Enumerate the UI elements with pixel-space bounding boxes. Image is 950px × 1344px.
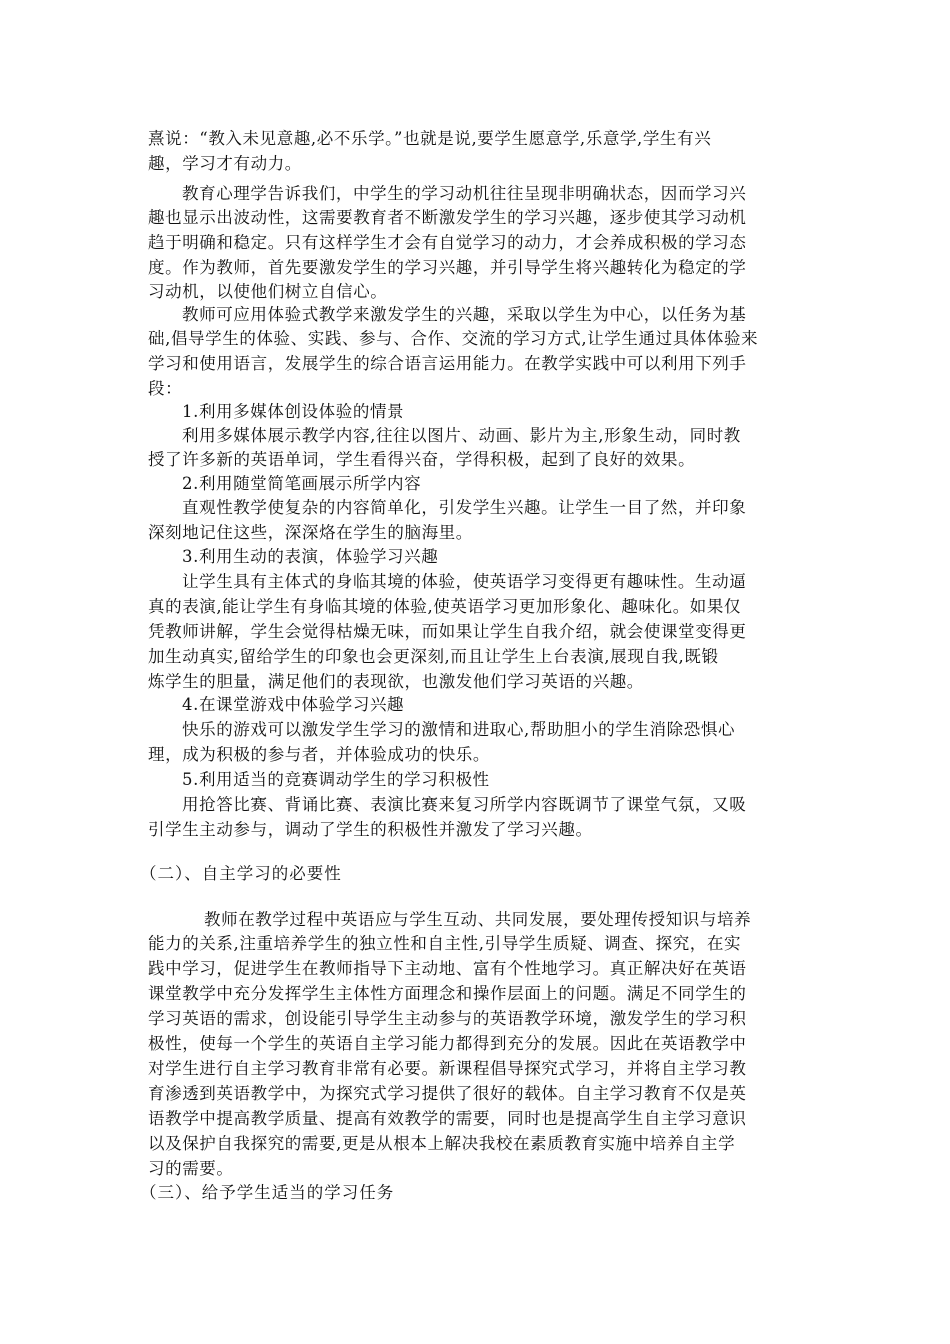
text-line: 趣也显示出波动性，这需要教育者不断激发学生的学习兴趣，逐步使其学习动机 [148,208,747,227]
section-subheading: 3.利用生动的表演，体验学习兴趣 [182,547,439,566]
text-line: 教师在教学过程中英语应与学生互动、共同发展，要处理传授知识与培养 [204,910,752,929]
text-line: 利用多媒体展示教学内容,往往以图片、动画、影片为主,形象生动，同时教 [182,426,741,445]
text-line: 直观性教学使复杂的内容简单化，引发学生兴趣。让学生一目了然，并印象 [182,498,747,517]
text-line: 理，成为积极的参与者，并体验成功的快乐。 [148,745,490,764]
text-line: 教师可应用体验式教学来激发学生的兴趣，采取以学生为中心，以任务为基 [182,305,747,324]
text-line: 语教学中提高教学质量、提高有效教学的需要，同时也是提高学生自主学习意识 [148,1109,747,1128]
text-line: 趣，学习才有动力。 [148,154,302,173]
text-line: 极性，使每一个学生的英语自主学习能力都得到充分的发展。因此在英语教学中 [148,1034,747,1053]
text-line: 深刻地记住这些，深深烙在学生的脑海里。 [148,523,473,542]
text-line: 课堂教学中充分发挥学生主体性方面理念和操作层面上的问题。满足不同学生的 [148,984,747,1003]
text-line: 段： [148,379,183,398]
text-line: 学习和使用语言，发展学生的综合语言运用能力。在教学实践中可以利用下列手 [148,354,747,373]
text-line: 础,倡导学生的体验、实践、参与、合作、交流的学习方式,让学生通过具体体验来 [148,329,759,348]
text-line: 熹说：“教入未见意趣,必不乐学。”也就是说,要学生愿意学,乐意学,学生有兴 [148,129,712,148]
text-line: 凭教师讲解，学生会觉得枯燥无味，而如果让学生自我介绍，就会使课堂变得更 [148,622,747,641]
text-line: 学习英语的需求，创设能引导学生主动参与的英语教学环境，激发学生的学习积 [148,1009,747,1028]
text-line: 践中学习，促进学生在教师指导下主动地、富有个性地学习。真正解决好在英语 [148,959,747,978]
text-line: 习的需要。 [148,1159,234,1178]
section-subheading: 5.利用适当的竞赛调动学生的学习积极性 [182,770,490,789]
text-line: 对学生进行自主学习教育非常有必要。新课程倡导探究式学习，并将自主学习教 [148,1059,747,1078]
text-line: 习动机，以使他们树立自信心。 [148,282,388,301]
text-line: 以及保护自我探究的需要,更是从根本上解决我校在素质教育实施中培养自主学 [148,1134,736,1153]
section-subheading: 1.利用多媒体创设体验的情景 [182,402,405,421]
section-heading: （三）、给予学生适当的学习任务 [140,1183,395,1202]
text-line: 让学生具有主体式的身临其境的体验，使英语学习变得更有趣味性。生动逼 [182,572,747,591]
section-subheading: 4.在课堂游戏中体验学习兴趣 [182,695,405,714]
text-line: 趋于明确和稳定。只有这样学生才会有自觉学习的动力，才会养成积极的学习态 [148,233,747,252]
section-heading: （二）、自主学习的必要性 [140,864,342,883]
text-line: 快乐的游戏可以激发学生学习的激情和进取心,帮助胆小的学生消除恐惧心 [182,720,736,739]
text-line: 授了许多新的英语单词，学生看得兴奋，学得积极，起到了良好的效果。 [148,450,696,469]
text-line: 度。作为教师，首先要激发学生的学习兴趣，并引导学生将兴趣转化为稳定的学 [148,258,747,277]
text-line: 能力的关系,注重培养学生的独立性和自主性,引导学生质疑、调查、探究，在实 [148,934,742,953]
text-line: 用抢答比赛、背诵比赛、表演比赛来复习所学内容既调节了课堂气氛，又吸 [182,795,747,814]
text-line: 教育心理学告诉我们，中学生的学习动机往往呈现非明确状态，因而学习兴 [182,184,747,203]
text-line: 真的表演,能让学生有身临其境的体验,使英语学习更加形象化、趣味化。如果仅 [148,597,742,616]
text-line: 引学生主动参与，调动了学生的积极性并激发了学习兴趣。 [148,820,593,839]
section-subheading: 2.利用随堂简笔画展示所学内容 [182,474,422,493]
text-line: 育渗透到英语教学中，为探究式学习提供了很好的载体。自主学习教育不仅是英 [148,1084,747,1103]
text-line: 加生动真实,留给学生的印象也会更深刻,而且让学生上台表演,展现自我,既锻 [148,647,719,666]
text-line: 炼学生的胆量，满足他们的表现欲，也激发他们学习英语的兴趣。 [148,672,644,691]
